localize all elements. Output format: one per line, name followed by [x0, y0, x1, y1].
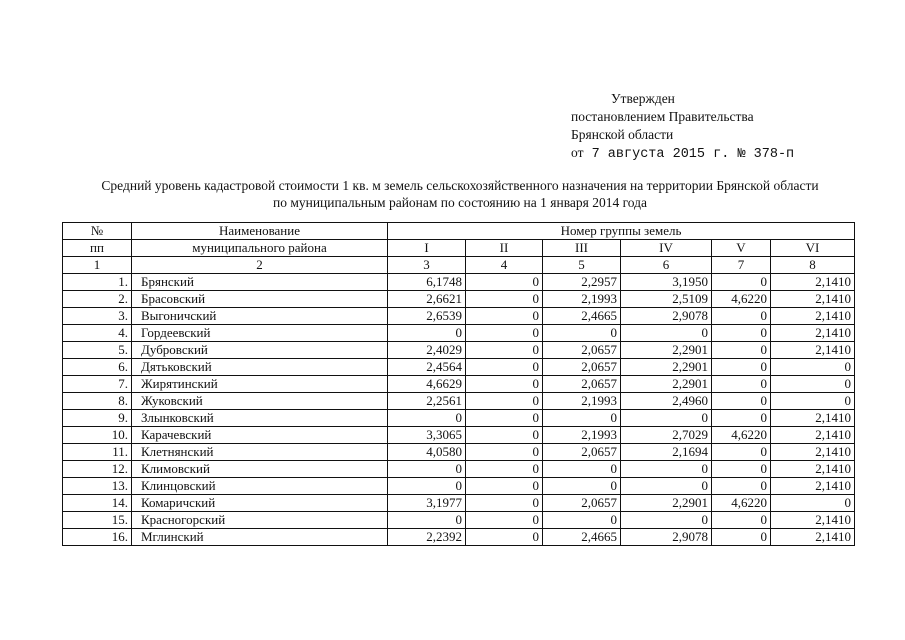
group-5-cell: 4,6220 [712, 495, 771, 512]
group-4-cell: 0 [621, 325, 712, 342]
header-group-3: III [543, 240, 621, 257]
group-6-cell: 0 [771, 393, 855, 410]
table-header [63, 223, 855, 274]
approval-date-prefix: от [571, 145, 584, 160]
group-3-cell: 2,0657 [543, 342, 621, 359]
header-no-bottom: пп [63, 240, 132, 257]
table-row [63, 512, 855, 529]
group-5-cell: 0 [712, 529, 771, 546]
district-name-cell: Брянский [132, 274, 388, 291]
group-5-cell: 0 [712, 342, 771, 359]
approval-block [571, 90, 794, 164]
group-5-cell: 0 [712, 393, 771, 410]
group-4-cell: 2,5109 [621, 291, 712, 308]
group-6-cell: 0 [771, 495, 855, 512]
col-number: 1 [63, 257, 132, 274]
group-3-cell: 0 [543, 512, 621, 529]
col-number: 7 [712, 257, 771, 274]
group-6-cell: 2,1410 [771, 325, 855, 342]
table-row [63, 495, 855, 512]
row-number-cell: 14. [63, 495, 132, 512]
group-3-cell: 2,0657 [543, 376, 621, 393]
document-title-line-1: Средний уровень кадастровой стоимости 1 кв. м земель сельскохозяйственного назначения на территории Брянской области [101, 178, 819, 193]
group-1-cell: 0 [388, 461, 466, 478]
group-4-cell: 0 [621, 512, 712, 529]
group-4-cell: 0 [621, 461, 712, 478]
group-1-cell: 4,0580 [388, 444, 466, 461]
group-4-cell: 2,2901 [621, 376, 712, 393]
group-3-cell: 0 [543, 461, 621, 478]
group-3-cell: 2,2957 [543, 274, 621, 291]
row-number-cell: 2. [63, 291, 132, 308]
table-row [63, 478, 855, 495]
row-number-cell: 16. [63, 529, 132, 546]
district-name-cell: Злынковский [132, 410, 388, 427]
group-5-cell: 0 [712, 461, 771, 478]
group-5-cell: 0 [712, 512, 771, 529]
group-5-cell: 0 [712, 325, 771, 342]
district-name-cell: Климовский [132, 461, 388, 478]
group-4-cell: 3,1950 [621, 274, 712, 291]
group-1-cell: 0 [388, 325, 466, 342]
group-1-cell: 2,4029 [388, 342, 466, 359]
district-name-cell: Выгоничский [132, 308, 388, 325]
group-2-cell: 0 [466, 342, 543, 359]
row-number-cell: 5. [63, 342, 132, 359]
row-number-cell: 15. [63, 512, 132, 529]
group-3-cell: 0 [543, 325, 621, 342]
group-2-cell: 0 [466, 444, 543, 461]
table-row [63, 444, 855, 461]
group-2-cell: 0 [466, 308, 543, 325]
group-1-cell: 0 [388, 512, 466, 529]
group-1-cell: 4,6629 [388, 376, 466, 393]
group-3-cell: 0 [543, 478, 621, 495]
group-3-cell: 0 [543, 410, 621, 427]
group-6-cell: 2,1410 [771, 461, 855, 478]
group-6-cell: 0 [771, 376, 855, 393]
row-number-cell: 7. [63, 376, 132, 393]
table-row [63, 359, 855, 376]
table-row [63, 274, 855, 291]
group-3-cell: 2,0657 [543, 444, 621, 461]
header-group-5: V [712, 240, 771, 257]
group-3-cell: 2,0657 [543, 359, 621, 376]
table-row [63, 393, 855, 410]
group-6-cell: 2,1410 [771, 308, 855, 325]
group-5-cell: 4,6220 [712, 291, 771, 308]
group-4-cell: 2,1694 [621, 444, 712, 461]
cadastral-value-table [62, 222, 855, 546]
group-5-cell: 0 [712, 274, 771, 291]
group-6-cell: 2,1410 [771, 342, 855, 359]
group-1-cell: 2,2392 [388, 529, 466, 546]
group-3-cell: 2,0657 [543, 495, 621, 512]
group-6-cell: 2,1410 [771, 444, 855, 461]
row-number-cell: 12. [63, 461, 132, 478]
group-4-cell: 2,9078 [621, 308, 712, 325]
district-name-cell: Дубровский [132, 342, 388, 359]
document-title [40, 177, 880, 211]
group-6-cell: 2,1410 [771, 427, 855, 444]
group-4-cell: 2,2901 [621, 342, 712, 359]
group-2-cell: 0 [466, 359, 543, 376]
group-2-cell: 0 [466, 478, 543, 495]
group-2-cell: 0 [466, 410, 543, 427]
approval-line-approved: Утвержден [611, 91, 675, 106]
group-5-cell: 0 [712, 308, 771, 325]
group-2-cell: 0 [466, 529, 543, 546]
district-name-cell: Мглинский [132, 529, 388, 546]
group-3-cell: 2,1993 [543, 427, 621, 444]
group-5-cell: 0 [712, 410, 771, 427]
table-body [63, 274, 855, 546]
row-number-cell: 9. [63, 410, 132, 427]
group-4-cell: 0 [621, 478, 712, 495]
district-name-cell: Красногорский [132, 512, 388, 529]
header-group-1: I [388, 240, 466, 257]
approval-date-line [571, 144, 794, 164]
group-1-cell: 6,1748 [388, 274, 466, 291]
district-name-cell: Жуковский [132, 393, 388, 410]
header-no-top: № [63, 223, 132, 240]
document-title-line-2: по муниципальным районам по состоянию на 1 января 2014 года [272, 195, 648, 210]
header-group-2: II [466, 240, 543, 257]
header-name-top: Наименование [132, 223, 388, 240]
col-number: 4 [466, 257, 543, 274]
row-number-cell: 8. [63, 393, 132, 410]
group-6-cell: 2,1410 [771, 291, 855, 308]
table-row [63, 410, 855, 427]
group-4-cell: 2,4960 [621, 393, 712, 410]
group-2-cell: 0 [466, 495, 543, 512]
group-2-cell: 0 [466, 461, 543, 478]
group-1-cell: 0 [388, 478, 466, 495]
group-5-cell: 0 [712, 359, 771, 376]
group-1-cell: 2,6539 [388, 308, 466, 325]
header-group: Номер группы земель [388, 223, 855, 240]
group-1-cell: 0 [388, 410, 466, 427]
group-2-cell: 0 [466, 512, 543, 529]
group-3-cell: 2,4665 [543, 308, 621, 325]
table-row [63, 291, 855, 308]
col-number: 6 [621, 257, 712, 274]
group-2-cell: 0 [466, 393, 543, 410]
col-number: 5 [543, 257, 621, 274]
table-row [63, 461, 855, 478]
group-1-cell: 3,3065 [388, 427, 466, 444]
group-3-cell: 2,1993 [543, 393, 621, 410]
header-group-4: IV [621, 240, 712, 257]
group-2-cell: 0 [466, 376, 543, 393]
district-name-cell: Гордеевский [132, 325, 388, 342]
row-number-cell: 13. [63, 478, 132, 495]
table-row [63, 342, 855, 359]
group-2-cell: 0 [466, 325, 543, 342]
row-number-cell: 11. [63, 444, 132, 461]
district-name-cell: Клетнянский [132, 444, 388, 461]
group-2-cell: 0 [466, 291, 543, 308]
group-1-cell: 2,2561 [388, 393, 466, 410]
group-4-cell: 2,9078 [621, 529, 712, 546]
group-2-cell: 0 [466, 274, 543, 291]
group-6-cell: 0 [771, 359, 855, 376]
group-5-cell: 0 [712, 376, 771, 393]
group-1-cell: 3,1977 [388, 495, 466, 512]
group-1-cell: 2,4564 [388, 359, 466, 376]
group-6-cell: 2,1410 [771, 478, 855, 495]
row-number-cell: 10. [63, 427, 132, 444]
group-6-cell: 2,1410 [771, 410, 855, 427]
group-5-cell: 0 [712, 444, 771, 461]
group-4-cell: 0 [621, 410, 712, 427]
district-name-cell: Карачевский [132, 427, 388, 444]
table-row [63, 325, 855, 342]
group-5-cell: 0 [712, 478, 771, 495]
group-6-cell: 2,1410 [771, 274, 855, 291]
district-name-cell: Комаричский [132, 495, 388, 512]
table-row [63, 427, 855, 444]
approval-number-value: № 378-п [737, 147, 795, 162]
group-4-cell: 2,7029 [621, 427, 712, 444]
group-5-cell: 4,6220 [712, 427, 771, 444]
group-2-cell: 0 [466, 427, 543, 444]
row-number-cell: 6. [63, 359, 132, 376]
group-4-cell: 2,2901 [621, 359, 712, 376]
header-row-1 [63, 223, 855, 240]
header-col-numbers [63, 257, 855, 274]
district-name-cell: Брасовский [132, 291, 388, 308]
district-name-cell: Жирятинский [132, 376, 388, 393]
group-6-cell: 2,1410 [771, 512, 855, 529]
col-number: 2 [132, 257, 388, 274]
row-number-cell: 3. [63, 308, 132, 325]
table-row [63, 376, 855, 393]
group-3-cell: 2,1993 [543, 291, 621, 308]
group-1-cell: 2,6621 [388, 291, 466, 308]
table-row [63, 308, 855, 325]
approval-line-resolution: постановлением Правительства [571, 109, 754, 124]
district-name-cell: Дятьковский [132, 359, 388, 376]
row-number-cell: 4. [63, 325, 132, 342]
approval-date-value: 7 августа 2015 г. [591, 147, 730, 162]
header-name-bottom: муниципального района [132, 240, 388, 257]
group-3-cell: 2,4665 [543, 529, 621, 546]
header-group-6: VI [771, 240, 855, 257]
group-4-cell: 2,2901 [621, 495, 712, 512]
group-6-cell: 2,1410 [771, 529, 855, 546]
table-row [63, 529, 855, 546]
district-name-cell: Клинцовский [132, 478, 388, 495]
col-number: 8 [771, 257, 855, 274]
approval-line-region: Брянской области [571, 127, 674, 142]
row-number-cell: 1. [63, 274, 132, 291]
col-number: 3 [388, 257, 466, 274]
header-row-2 [63, 240, 855, 257]
